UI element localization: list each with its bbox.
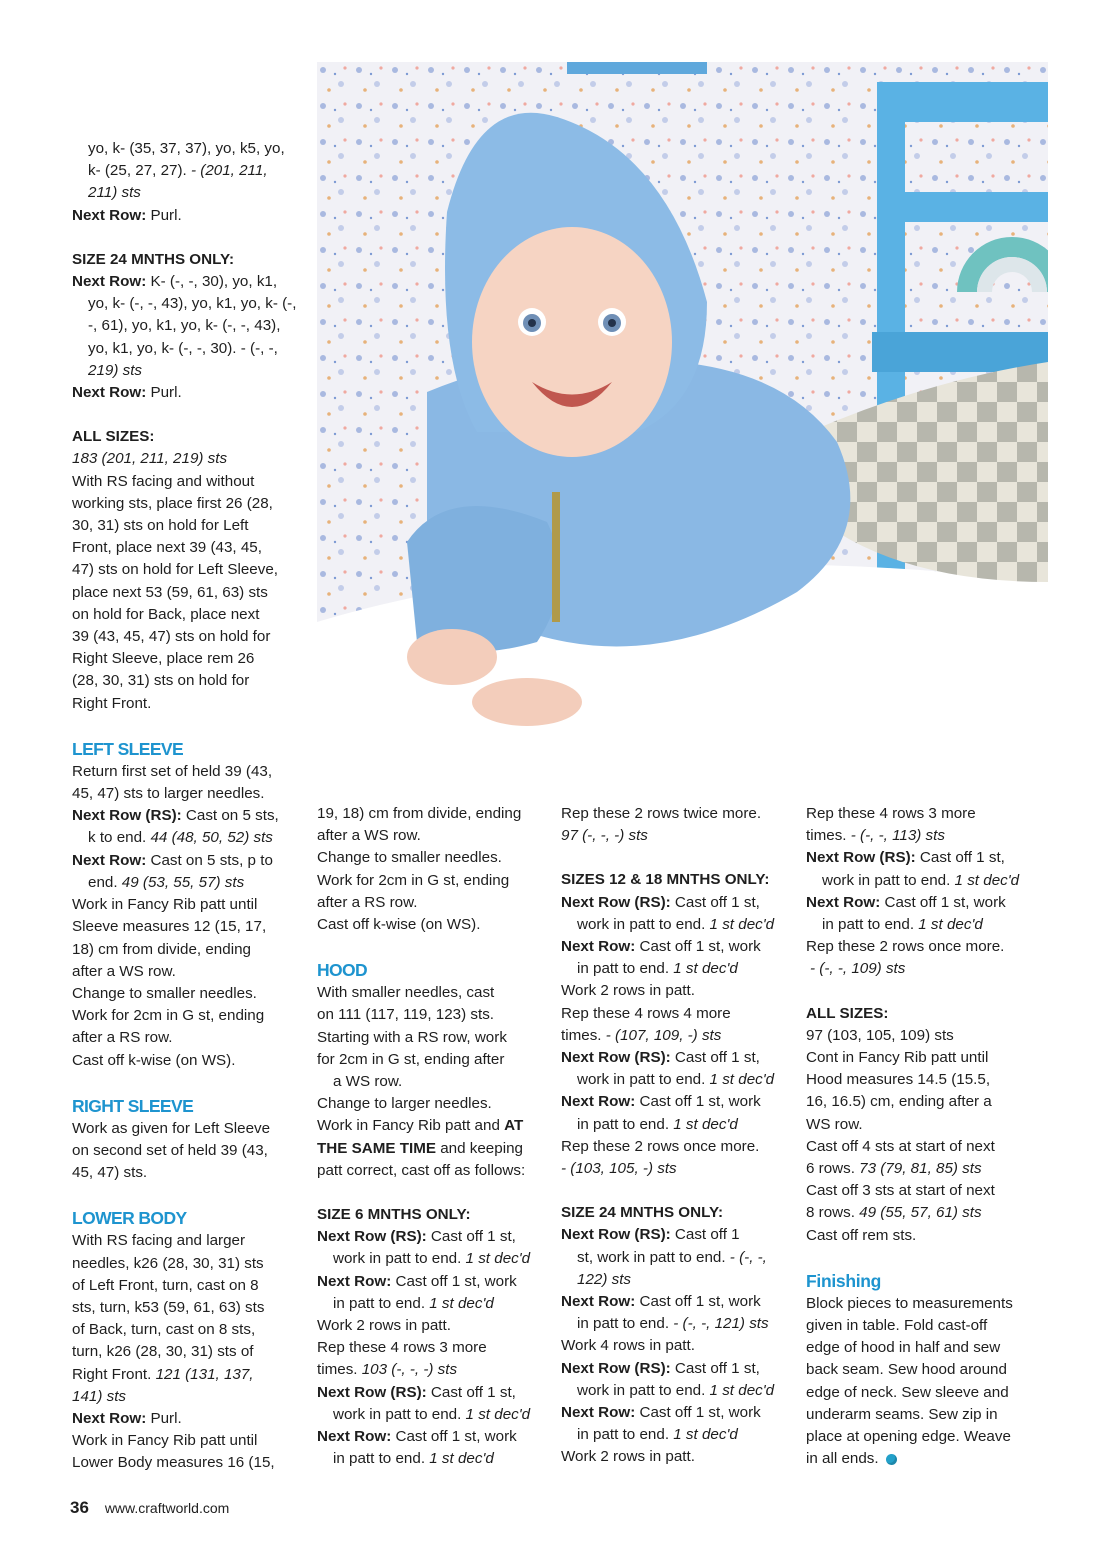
- column-1: [72, 138, 302, 1475]
- text-line: on 111 (117, 119, 123) sts.: [317, 1006, 495, 1024]
- text-line: 18) cm from divide, ending: [72, 940, 251, 958]
- text-line: Next Row (RS): Cast on 5 sts,: [72, 807, 279, 825]
- text-line: 16, 16.5) cm, ending after a: [806, 1093, 992, 1111]
- text-line: Next Row: Cast off 1 st, work: [561, 1404, 761, 1422]
- text-line: Rep these 2 rows once more.: [561, 1137, 760, 1155]
- text-line: after a RS row.: [72, 1029, 173, 1047]
- text-line: With smaller needles, cast: [317, 984, 495, 1002]
- subheading-sizes-12-18: SIZES 12 & 18 MNTHS ONLY:: [561, 871, 770, 889]
- text-line: THE SAME TIME and keeping: [317, 1139, 523, 1157]
- text-line: 6 rows. 73 (79, 81, 85) sts: [806, 1160, 982, 1178]
- text-line: Next Row: Cast off 1 st, work: [561, 1293, 761, 1311]
- text-line: turn, k26 (28, 30, 31) sts of: [72, 1343, 254, 1361]
- text-line: Cast off k-wise (on WS).: [72, 1051, 236, 1069]
- text-line: work in patt to end. 1 st dec'd: [333, 1405, 531, 1423]
- text-line: sts, turn, k53 (59, 61, 63) sts: [72, 1298, 265, 1316]
- text-line: for 2cm in G st, ending after: [317, 1050, 505, 1068]
- text-line: Work in Fancy Rib patt and AT: [317, 1117, 524, 1135]
- text-line: Work in Fancy Rib patt until: [72, 1432, 258, 1450]
- website-link[interactable]: www.craftworld.com: [104, 1500, 230, 1516]
- text-line: 219) sts: [88, 361, 143, 379]
- text-line: Sleeve measures 12 (15, 17,: [72, 918, 267, 936]
- text-line: after a WS row.: [317, 827, 421, 845]
- column-4: [806, 803, 1046, 1470]
- text-line: Change to smaller needles.: [72, 984, 257, 1002]
- text-line: Next Row: K- (-, -, 30), yo, k1,: [72, 273, 278, 291]
- text-line: on hold for Back, place next: [72, 605, 260, 623]
- text-line: in patt to end. 1 st dec'd: [577, 1426, 738, 1444]
- text-line: Lower Body measures 16 (15,: [72, 1454, 275, 1472]
- text-line: work in patt to end. 1 st dec'd: [577, 915, 775, 933]
- page-number: 36: [70, 1498, 89, 1517]
- text-line: Work 4 rows in patt.: [561, 1337, 695, 1355]
- heading-hood: HOOD: [317, 960, 368, 981]
- subheading-size-6: SIZE 6 MNTHS ONLY:: [317, 1206, 471, 1224]
- text-line: Return first set of held 39 (43,: [72, 762, 273, 780]
- text-line: 47) sts on hold for Left Sleeve,: [72, 561, 278, 579]
- text-line: on second set of held 39 (43,: [72, 1141, 268, 1159]
- text-line: edge of hood in half and sew: [806, 1339, 1001, 1357]
- text-line: 39 (43, 45, 47) sts on hold for: [72, 628, 271, 646]
- text-line: 19, 18) cm from divide, ending: [317, 805, 522, 822]
- heading-finishing: Finishing: [806, 1270, 882, 1291]
- text-line: work in patt to end. 1 st dec'd: [577, 1071, 775, 1089]
- text-line: Work 2 rows in patt.: [561, 1448, 695, 1466]
- text-line: yo, k- (35, 37, 37), yo, k5, yo,: [88, 140, 285, 157]
- text-line: With RS facing and without: [72, 472, 255, 490]
- text-line: Rep these 4 rows 4 more: [561, 1004, 731, 1022]
- text-line: working sts, place first 26 (28,: [72, 494, 273, 512]
- text-line: -, 61), yo, k1, yo, k- (-, -, 43),: [88, 317, 281, 335]
- subheading-all-sizes: ALL SIZES:: [72, 428, 155, 446]
- subheading-size-24: SIZE 24 MNTHS ONLY:: [72, 250, 235, 268]
- text-line: Work in Fancy Rib patt until: [72, 896, 258, 914]
- text-line: 211) sts: [88, 184, 141, 202]
- text-line: Next Row: Cast off 1 st, work: [561, 1093, 761, 1111]
- text-line: Rep these 2 rows once more.: [806, 938, 1005, 956]
- text-line: a WS row.: [333, 1073, 403, 1091]
- text-line: - (-, -, 109) sts: [810, 960, 906, 978]
- heading-lower-body: LOWER BODY: [72, 1208, 187, 1229]
- text-line: work in patt to end. 1 st dec'd: [577, 1381, 775, 1399]
- text-line: in all ends.: [806, 1448, 1046, 1470]
- text-line: 97 (103, 105, 109) sts: [806, 1026, 954, 1044]
- text-line: Next Row: Purl.: [72, 384, 182, 402]
- text-line: Next Row (RS): Cast off 1 st,: [806, 849, 1005, 867]
- text-line: place next 53 (59, 61, 63) sts: [72, 583, 268, 601]
- text-line: after a RS row.: [317, 893, 418, 911]
- text-line: in patt to end. 1 st dec'd: [333, 1294, 494, 1312]
- text-line: 122) sts: [577, 1270, 632, 1288]
- text-line: 183 (201, 211, 219) sts: [72, 450, 228, 468]
- text-line: Change to smaller needles.: [317, 849, 502, 867]
- text-line: Next Row: Cast off 1 st, work: [806, 893, 1006, 911]
- text-line: Cont in Fancy Rib patt until: [806, 1049, 989, 1067]
- text-line: times. - (107, 109, -) sts: [561, 1026, 722, 1044]
- text-line: 45, 47) sts to larger needles.: [72, 785, 265, 803]
- text-line: place at opening edge. Weave: [806, 1428, 1011, 1446]
- subheading-all-sizes-hood: ALL SIZES:: [806, 1004, 889, 1022]
- text-line: Cast off rem sts.: [806, 1226, 917, 1244]
- text-line: work in patt to end. 1 st dec'd: [822, 871, 1020, 889]
- text-line: in patt to end. 1 st dec'd: [577, 1115, 738, 1133]
- text-line: Rep these 4 rows 3 more: [806, 805, 976, 822]
- text-line: Next Row: Cast on 5 sts, p to: [72, 851, 273, 869]
- text-line: Starting with a RS row, work: [317, 1028, 507, 1046]
- text-line: Right Front.: [72, 694, 152, 712]
- column-3: [561, 803, 796, 1469]
- text-line: 45, 47) sts.: [72, 1164, 148, 1182]
- text-line: after a WS row.: [72, 962, 176, 980]
- text-line: Next Row (RS): Cast off 1 st,: [561, 1049, 760, 1067]
- subheading-size-24-hood: SIZE 24 MNTHS ONLY:: [561, 1204, 724, 1222]
- text-line: k- (25, 27, 27). - (201, 211,: [88, 162, 268, 180]
- text-line: 97 (-, -, -) sts: [561, 827, 648, 845]
- text-line: back seam. Sew hood around: [806, 1361, 1007, 1379]
- text-line: Next Row (RS): Cast off 1 st,: [317, 1383, 516, 1401]
- text-line: Front, place next 39 (43, 45,: [72, 539, 262, 557]
- text-line: Next Row: Cast off 1 st, work: [317, 1272, 517, 1290]
- text-line: underarm seams. Sew zip in: [806, 1405, 998, 1423]
- text-line: of Left Front, turn, cast on 8: [72, 1276, 259, 1294]
- text-line: times. 103 (-, -, -) sts: [317, 1361, 458, 1379]
- text-line: Hood measures 14.5 (15.5,: [806, 1071, 991, 1089]
- text-line: Rep these 4 rows 3 more: [317, 1339, 487, 1357]
- text-line: needles, k26 (28, 30, 31) sts: [72, 1254, 264, 1272]
- text-line: WS row.: [806, 1115, 863, 1133]
- text-line: Rep these 2 rows twice more.: [561, 805, 762, 822]
- text-line: Block pieces to measurements: [806, 1294, 1013, 1312]
- baby-photo: [317, 62, 1048, 755]
- text-line: Cast off 3 sts at start of next: [806, 1182, 995, 1200]
- text-line: in patt to end. - (-, -, 121) sts: [577, 1315, 769, 1333]
- text-line: yo, k1, yo, k- (-, -, 30). - (-, -,: [88, 339, 278, 357]
- text-line: yo, k- (-, -, 43), yo, k1, yo, k- (-,: [88, 295, 297, 313]
- text-line: Change to larger needles.: [317, 1095, 492, 1113]
- text-line: end. 49 (53, 55, 57) sts: [88, 873, 245, 891]
- text-line: - (103, 105, -) sts: [561, 1160, 677, 1178]
- text-line: Work for 2cm in G st, ending: [317, 871, 510, 889]
- column-2: [317, 803, 552, 1470]
- text-line: Next Row (RS): Cast off 1 st,: [561, 893, 760, 911]
- text-line: of Back, turn, cast on 8 sts,: [72, 1321, 256, 1339]
- heading-right-sleeve: RIGHT SLEEVE: [72, 1095, 194, 1116]
- text-line: Work 2 rows in patt.: [317, 1317, 451, 1335]
- text-line: Next Row (RS): Cast off 1: [561, 1226, 740, 1244]
- text-line: With RS facing and larger: [72, 1232, 246, 1250]
- text-line: patt correct, cast off as follows:: [317, 1161, 526, 1179]
- text-line: 30, 31) sts on hold for Left: [72, 517, 249, 535]
- text-line: times. - (-, -, 113) sts: [806, 827, 945, 845]
- text-line: Next Row (RS): Cast off 1 st,: [317, 1228, 516, 1246]
- text-line: Cast off 4 sts at start of next: [806, 1137, 995, 1155]
- text-line: Work as given for Left Sleeve: [72, 1119, 271, 1137]
- text-line: given in table. Fold cast-off: [806, 1317, 988, 1335]
- text-line: in patt to end. 1 st dec'd: [333, 1450, 494, 1468]
- text-line: 8 rows. 49 (55, 57, 61) sts: [806, 1204, 982, 1222]
- text-line: Next Row: Cast off 1 st, work: [317, 1428, 517, 1446]
- yarn-ball-icon: [886, 1454, 897, 1465]
- text-line: k to end. 44 (48, 50, 52) sts: [88, 829, 273, 847]
- text-line: (28, 30, 31) sts on hold for: [72, 672, 250, 690]
- text-line: st, work in patt to end. - (-, -,: [577, 1248, 767, 1266]
- text-line: in patt to end. 1 st dec'd: [822, 916, 983, 934]
- text-line: Work for 2cm in G st, ending: [72, 1007, 265, 1025]
- text-line: edge of neck. Sew sleeve and: [806, 1383, 1009, 1401]
- text-line: Work 2 rows in patt.: [561, 982, 695, 1000]
- text-line: Right Sleeve, place rem 26: [72, 650, 255, 668]
- text-line: Next Row: Cast off 1 st, work: [561, 938, 761, 956]
- text-line: Cast off k-wise (on WS).: [317, 916, 481, 934]
- text-line: Next Row (RS): Cast off 1 st,: [561, 1359, 760, 1377]
- text-line: Right Front. 121 (131, 137,: [72, 1365, 254, 1383]
- text-line: in patt to end. 1 st dec'd: [577, 960, 738, 978]
- text-line: work in patt to end. 1 st dec'd: [333, 1250, 531, 1268]
- text-line: Next Row: Purl.: [72, 1409, 182, 1427]
- text-line: 141) sts: [72, 1387, 127, 1405]
- page-footer: [70, 1498, 229, 1518]
- text-line: Next Row: Purl.: [72, 206, 182, 224]
- heading-left-sleeve: LEFT SLEEVE: [72, 738, 184, 759]
